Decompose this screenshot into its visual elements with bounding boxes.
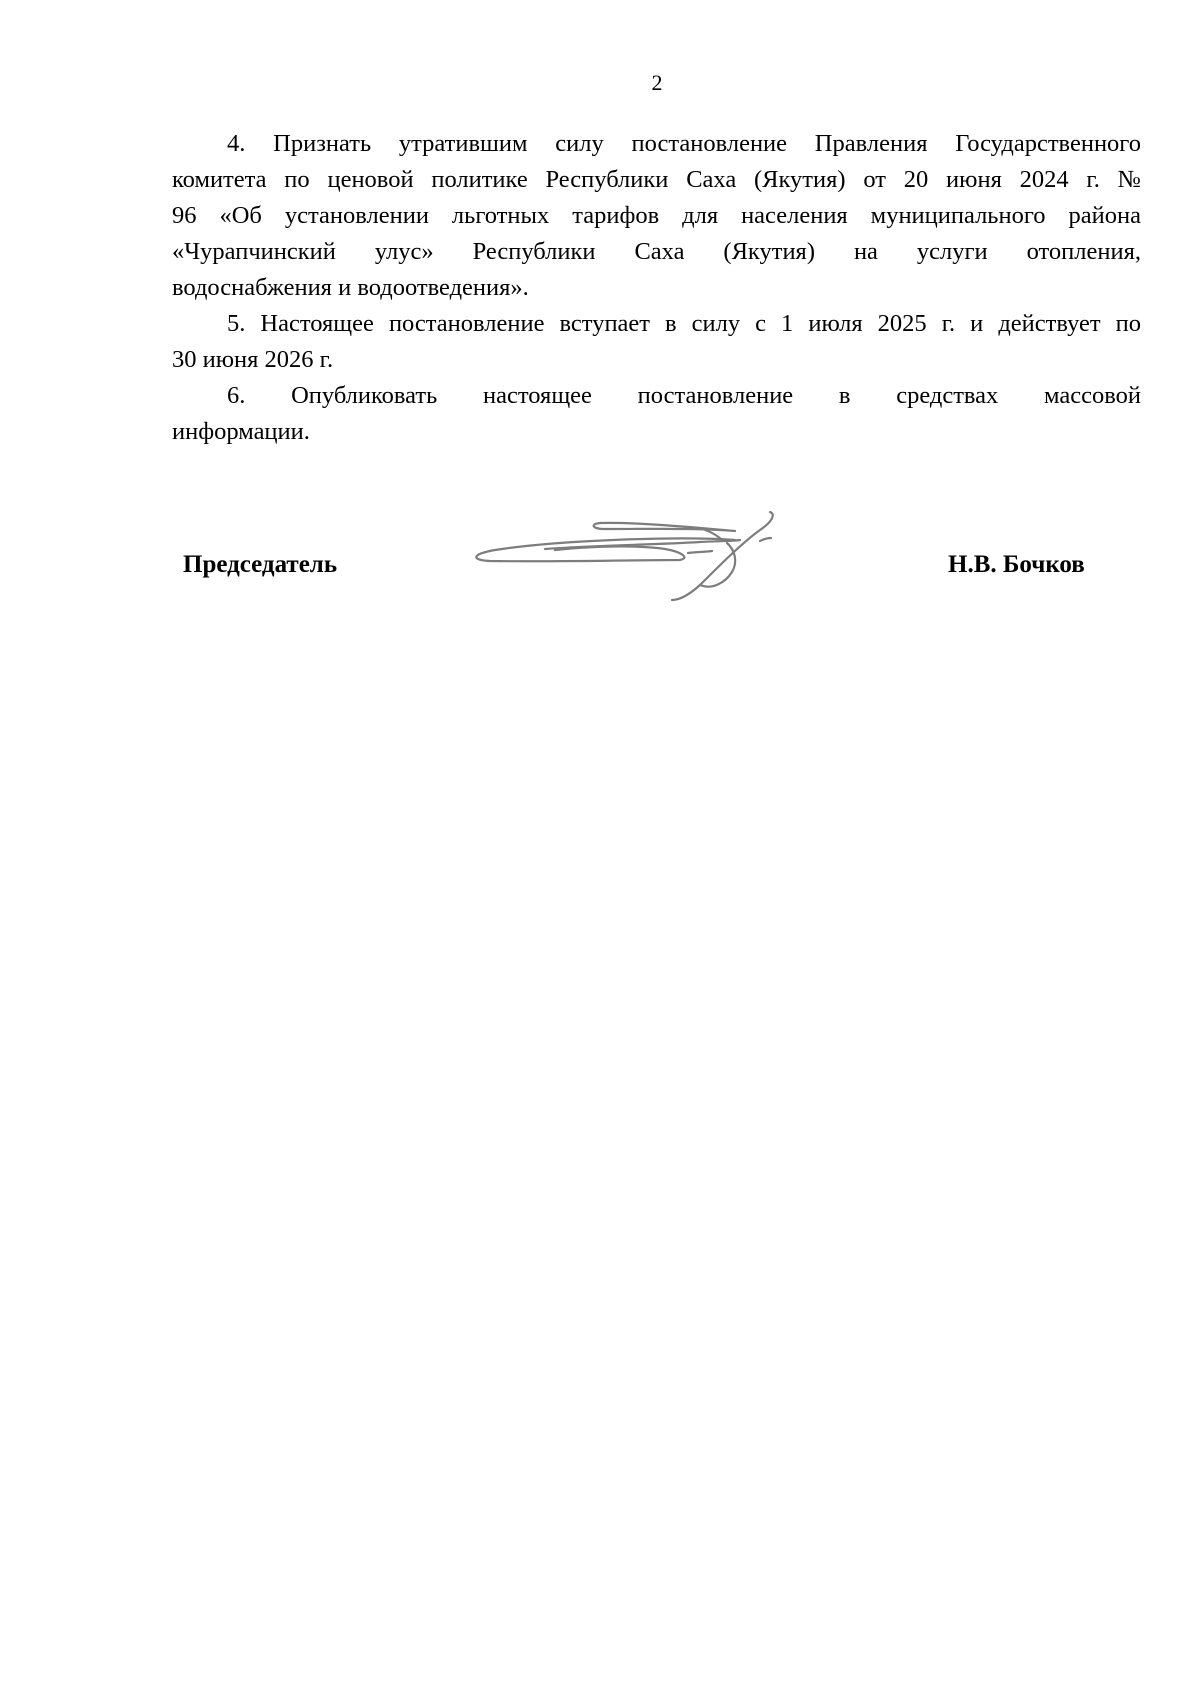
text-line: 96 «Об установлении льготных тарифов для населения муниципального района [172, 202, 1141, 229]
text-line: 5. Настоящее постановление вступает в силу с 1 июля 2025 г. и действует по [227, 310, 1141, 337]
signatory-name: Н.В. Бочков [948, 551, 1085, 578]
page-number: 2 [651, 70, 663, 95]
text-line: водоснабжения и водоотведения». [172, 274, 529, 301]
text-line: информации. [172, 418, 310, 445]
handwritten-signature-icon [460, 500, 800, 610]
text-line: 4. Признать утратившим силу постановление Правления Государственного [227, 130, 1141, 157]
signatory-title: Председатель [183, 551, 338, 578]
paragraph-6 [172, 378, 1141, 450]
paragraph-5 [172, 306, 1141, 378]
text-line: «Чурапчинский улус» Республики Саха (Якутия) на услуги отопления, [172, 238, 1141, 265]
text-line: комитета по ценовой политике Республики Саха (Якутия) от 20 июня 2024 г. № [172, 166, 1141, 193]
text-line: 6. Опубликовать настоящее постановление в средствах массовой [227, 382, 1141, 409]
text-line: 30 июня 2026 г. [172, 346, 334, 373]
paragraph-4 [172, 126, 1141, 306]
document-body [172, 126, 1141, 450]
